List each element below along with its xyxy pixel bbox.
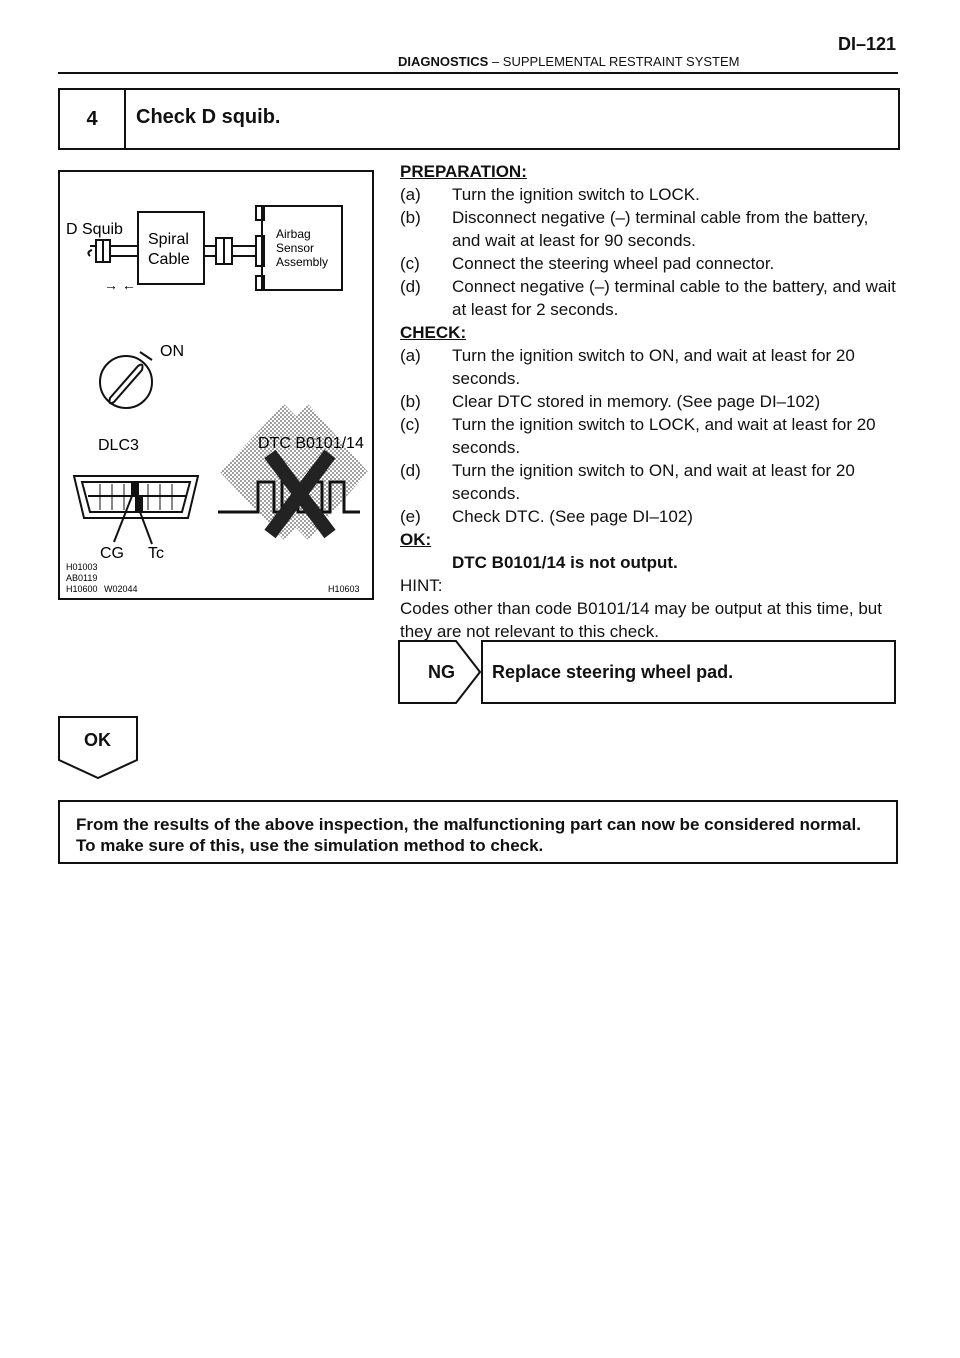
spiral-label: Spiral bbox=[148, 231, 189, 248]
step-number: 4 bbox=[60, 90, 126, 148]
spiral-cable-box bbox=[138, 212, 204, 284]
conclusion-line: From the results of the above inspection, the malfunctioning part can now be considered normal. bbox=[76, 815, 861, 834]
hint-text: Codes other than code B0101/14 may be output at this time, but they are not relevant to this check. bbox=[400, 599, 882, 641]
step-label: (c) bbox=[400, 415, 420, 434]
conclusion-line: To make sure of this, use the simulation method to check. bbox=[76, 836, 544, 855]
page-header-title bbox=[398, 54, 739, 69]
step-text: Turn the ignition switch to LOCK, and wait at least for 20 seconds. bbox=[452, 415, 876, 457]
step-text: Check DTC. (See page DI–102) bbox=[452, 507, 693, 526]
step-text: Turn the ignition switch to ON, and wait at least for 20 seconds. bbox=[452, 461, 855, 503]
step-text: Connect negative (–) terminal cable to the battery, and wait at least for 2 seconds. bbox=[452, 277, 896, 319]
assembly-label: Assembly bbox=[276, 255, 329, 269]
ok-heading: OK: bbox=[400, 530, 432, 549]
preparation-step bbox=[400, 275, 900, 321]
subsection-name: SUPPLEMENTAL RESTRAINT SYSTEM bbox=[502, 54, 740, 69]
step-label: (c) bbox=[400, 254, 420, 273]
check-step bbox=[400, 413, 900, 459]
dtc-label: DTC B0101/14 bbox=[258, 435, 364, 452]
section-name: DIAGNOSTICS bbox=[398, 54, 489, 69]
preparation-heading: PREPARATION: bbox=[400, 162, 527, 181]
dlc3-label: DLC3 bbox=[98, 437, 139, 454]
dlc3-connector bbox=[74, 476, 198, 544]
ok-tab-label: OK bbox=[84, 730, 111, 750]
ignition-on-label: ON bbox=[160, 343, 184, 360]
dtc-waveform bbox=[218, 404, 368, 540]
ng-label: NG bbox=[428, 662, 455, 682]
wiring-diagram bbox=[58, 170, 374, 600]
step-title: Check D squib. bbox=[136, 106, 281, 128]
step-label: (e) bbox=[400, 507, 421, 526]
intermediate-connector bbox=[204, 238, 256, 264]
procedure-text bbox=[400, 160, 900, 643]
page-number: DI–121 bbox=[837, 34, 896, 54]
d-squib-label: D Squib bbox=[66, 221, 123, 238]
figure-code: H01003 bbox=[66, 562, 98, 572]
cg-terminal-label: CG bbox=[100, 545, 124, 562]
step-label: (a) bbox=[400, 185, 421, 204]
check-step bbox=[400, 459, 900, 505]
check-step bbox=[400, 505, 900, 528]
d-squib-connector bbox=[88, 240, 138, 262]
figure-code: H10603 bbox=[328, 584, 360, 594]
figure-code: AB0119 bbox=[66, 573, 98, 583]
step-label: (b) bbox=[400, 208, 421, 227]
conclusion-box bbox=[58, 800, 898, 864]
step-text: Turn the ignition switch to ON, and wait at least for 20 seconds. bbox=[452, 346, 855, 388]
figure-code: W02044 bbox=[104, 584, 138, 594]
check-heading: CHECK: bbox=[400, 323, 467, 342]
step-label: (d) bbox=[400, 461, 421, 480]
step-label: (d) bbox=[400, 277, 421, 296]
tc-terminal-label: Tc bbox=[148, 545, 164, 562]
airbag-label: Airbag bbox=[276, 227, 311, 241]
preparation-step bbox=[400, 252, 900, 275]
preparation-step bbox=[400, 206, 900, 252]
current-arrows: → ← bbox=[104, 277, 136, 293]
preparation-step bbox=[400, 183, 900, 206]
step-label: (a) bbox=[400, 346, 421, 365]
sensor-label: Sensor bbox=[276, 241, 315, 255]
figure-code: H10600 bbox=[66, 584, 98, 594]
check-step bbox=[400, 344, 900, 390]
header-rule bbox=[58, 72, 898, 74]
step-label: (b) bbox=[400, 392, 421, 411]
step-text: Turn the ignition switch to LOCK. bbox=[452, 185, 700, 204]
step-text: Connect the steering wheel pad connector. bbox=[452, 254, 775, 273]
conclusion-text bbox=[76, 814, 861, 856]
hint-heading: HINT: bbox=[400, 576, 443, 595]
check-step bbox=[400, 390, 900, 413]
cable-label: Cable bbox=[148, 251, 190, 268]
header-separator: – bbox=[491, 54, 500, 69]
ng-action: Replace steering wheel pad. bbox=[492, 662, 734, 682]
step-text: Clear DTC stored in memory. (See page DI–102) bbox=[452, 392, 821, 411]
step-text: Disconnect negative (–) terminal cable from the battery, and wait at least for 90 seconds. bbox=[452, 208, 869, 250]
ignition-key-icon bbox=[100, 352, 152, 408]
diagram-drawing bbox=[60, 172, 372, 598]
ng-result-box bbox=[398, 640, 896, 704]
step-heading-box bbox=[58, 88, 900, 150]
ok-result: DTC B0101/14 is not output. bbox=[452, 553, 678, 572]
